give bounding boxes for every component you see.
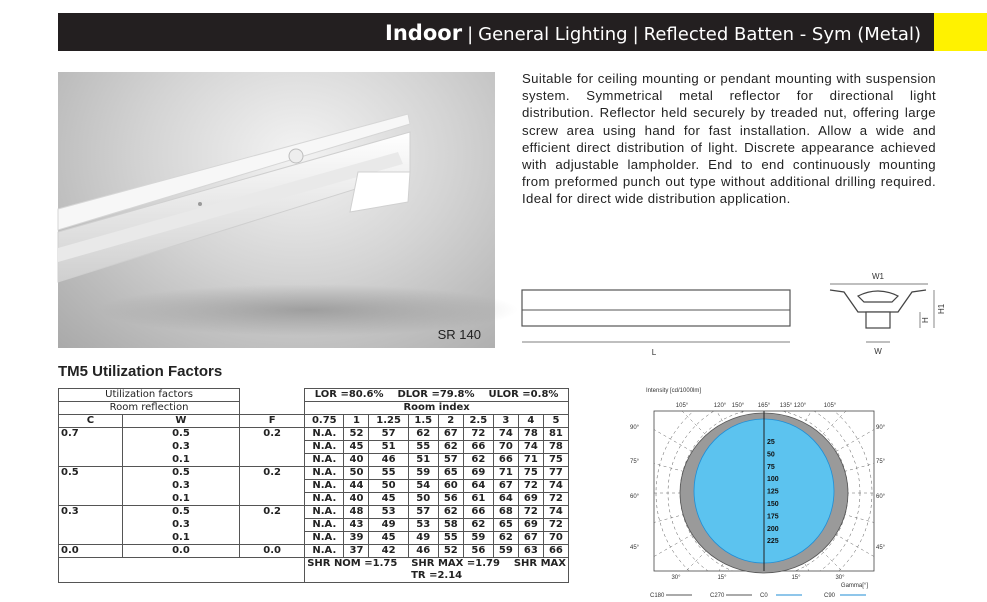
dlor-value: DLOR =79.8% [397,388,475,400]
cell-value: 62 [493,532,518,545]
cell-value: 69 [463,467,493,480]
side-angle-label-right: 45° [876,545,886,551]
cell-value: 77 [543,467,568,480]
legend-label: C270 [710,593,725,599]
cell-c: 0.0 [59,545,123,558]
cell-w: 0.3 [122,480,239,493]
radial-label: 50 [767,451,775,459]
cell-value: 74 [543,480,568,493]
cell-w: 0.0 [122,545,239,558]
room-index-col: 4 [518,415,543,428]
cell-value: 62 [438,506,463,519]
cell-value: 72 [463,428,493,441]
room-index-col: 3 [493,415,518,428]
room-index-col: 1.25 [369,415,408,428]
top-angle-label: 150° [731,403,745,409]
cell-value: 50 [369,480,408,493]
cell-w: 0.5 [122,428,239,441]
cell-value: 66 [463,441,493,454]
shr-line-1: SHR NOM =1.75 SHR MAX =1.79 SHR MAX [307,558,566,569]
cell-value: 70 [543,532,568,545]
cell-value: 71 [493,467,518,480]
w-label: W [874,347,882,356]
room-index-label: Room index [305,402,569,415]
product-description: Suitable for ceiling mounting or pendant mounting with suspension system. Symmetrical metal reflector for directional light distribution. Reflector held securely by treaded nut, offering large screw area using hand for fast installation. Allow a wide and efficient direct distribution of light. Discrete appearance achieved with adjustable lampholder. End to end continuously mounting from preformed punch out type without additional drilling required. Ideal for direct wide distribution application. [522,71,936,207]
cell-value: N.A. [305,467,344,480]
cell-value: 42 [369,545,408,558]
cell-value: 46 [408,545,438,558]
cell-value: 55 [408,441,438,454]
reflector-end [350,172,410,212]
cell-value: 70 [493,441,518,454]
cell-c [59,441,123,454]
cell-value: 62 [463,519,493,532]
cell-value: 50 [408,493,438,506]
utilization-table [58,388,569,583]
cell-value: 43 [344,519,369,532]
cell-value: 55 [369,467,408,480]
cell-value: 68 [493,506,518,519]
cell-w: 0.3 [122,519,239,532]
table-header-row [59,415,569,428]
lor-value: LOR =80.6% [314,388,384,400]
side-angle-label-left: 45° [630,545,640,551]
h-label: H [921,317,930,323]
cell-value: 51 [369,441,408,454]
lamp-profile [858,291,898,302]
cell-value: 66 [543,545,568,558]
cell-value: 64 [493,493,518,506]
cell-value: 66 [493,454,518,467]
cell-value: 65 [438,467,463,480]
cell-value: 72 [543,519,568,532]
cell-f [240,519,305,532]
cell-value: 62 [408,428,438,441]
cell-value: 74 [543,506,568,519]
cell-c [59,480,123,493]
legend-label: C0 [760,593,768,599]
cell-value: 51 [408,454,438,467]
w1-label: W1 [872,272,884,281]
cell-value: 75 [543,454,568,467]
room-index-col: 1 [344,415,369,428]
blank-cell [240,389,305,402]
room-index-col: 2.5 [463,415,493,428]
table-row [59,454,569,467]
cell-value: 45 [344,441,369,454]
cell-value: 78 [518,428,543,441]
cell-value: 54 [408,480,438,493]
table-title: TM5 Utilization Factors [58,363,223,380]
cell-value: 72 [518,506,543,519]
table-footer-row [59,558,569,583]
table-row [59,441,569,454]
col-c: C [59,415,123,428]
batten-illustration [58,72,495,348]
table-row [59,532,569,545]
cell-value: 45 [369,493,408,506]
cell-value: 56 [438,493,463,506]
side-angle-label-left: 60° [630,494,640,500]
cell-c [59,519,123,532]
col-f: F [240,415,305,428]
radial-label: 150 [767,501,779,508]
cell-f: 0.0 [240,545,305,558]
cell-value: 65 [493,519,518,532]
cell-value: 57 [408,506,438,519]
cell-value: N.A. [305,532,344,545]
room-index-col: 2 [438,415,463,428]
ulor-value: ULOR =0.8% [488,388,559,400]
radial-label: 100 [767,476,779,484]
radial-label: 225 [767,538,779,546]
cell-value: 78 [543,441,568,454]
cell-f: 0.2 [240,467,305,480]
cell-value: N.A. [305,454,344,467]
side-angle-label-left: 90° [630,425,640,431]
cell-value: 62 [438,441,463,454]
cell-value: N.A. [305,493,344,506]
side-view [522,290,790,326]
cell-f: 0.2 [240,428,305,441]
separator: | [632,24,639,45]
top-angle-label: 120° [793,403,807,409]
product-photo [58,72,495,348]
top-angle-label: 120° [713,403,727,409]
cell-value: 48 [344,506,369,519]
top-angle-label: 135° [779,403,793,409]
cell-value: 59 [408,467,438,480]
bottom-angle-label: 15° [791,575,801,581]
radial-label: 125 [767,488,779,496]
table-row [59,467,569,480]
legend-label: C180 [650,593,665,599]
polar-ylabel: Intensity [cd/1000lm] [646,388,702,394]
cell-value: 71 [518,454,543,467]
product-label: Reflected Batten - Sym (Metal) [643,24,921,45]
blank-cell [240,402,305,415]
gamma-label: Gamma[°] [840,583,868,589]
cell-f [240,441,305,454]
cell-value: 64 [463,480,493,493]
table-row [59,545,569,558]
cell-value: 50 [344,467,369,480]
utilization-label: Utilization factors [59,389,240,402]
cell-value: 59 [493,545,518,558]
top-angle-label: 165° [757,403,771,409]
cell-c [59,532,123,545]
cell-value: 39 [344,532,369,545]
bottom-angle-label: 15° [717,575,727,581]
polar-intensity-diagram [624,383,886,601]
cell-value: 57 [438,454,463,467]
side-angle-label-left: 75° [630,459,640,465]
category-label: Indoor [385,21,463,45]
top-angle-label: 105° [823,403,837,409]
bottom-angle-label: 30° [835,575,845,581]
cell-value: 69 [518,493,543,506]
separator: | [467,24,474,45]
cell-value: N.A. [305,545,344,558]
shr-cell [305,558,569,583]
blank-cell [59,558,305,583]
page-title [385,13,921,51]
side-angle-label-right: 75° [876,459,886,465]
cell-value: N.A. [305,441,344,454]
radial-label: 25 [767,439,775,446]
cell-value: N.A. [305,506,344,519]
cell-value: 72 [518,480,543,493]
top-angle-label: 105° [675,403,689,409]
room-index-col: 5 [543,415,568,428]
cell-value: 72 [543,493,568,506]
cell-value: 56 [463,545,493,558]
radial-label: 175 [767,513,779,521]
cell-w: 0.1 [122,493,239,506]
cell-c [59,493,123,506]
cell-value: 40 [344,493,369,506]
cell-w: 0.3 [122,441,239,454]
cell-f [240,493,305,506]
cell-c: 0.7 [59,428,123,441]
cell-w: 0.5 [122,467,239,480]
cell-value: 74 [493,428,518,441]
screw [198,202,202,206]
shr-line-2: TR =2.14 [411,570,463,581]
cell-value: 52 [438,545,463,558]
cell-value: 62 [463,454,493,467]
cell-c: 0.3 [59,506,123,519]
cell-value: 60 [438,480,463,493]
cell-value: 66 [463,506,493,519]
cell-value: 49 [408,532,438,545]
cell-value: 57 [369,428,408,441]
table-header-row [59,389,569,402]
side-angle-label-right: 60° [876,494,886,500]
cell-f [240,454,305,467]
model-label: SR 140 [437,327,481,342]
table-header-row [59,402,569,415]
radial-label: 75 [767,463,775,471]
cell-value: 53 [369,506,408,519]
cell-value: 63 [518,545,543,558]
cell-value: 45 [369,532,408,545]
cell-value: 69 [518,519,543,532]
room-index-col: 1.5 [408,415,438,428]
cell-value: 67 [493,480,518,493]
table-row [59,480,569,493]
cell-w: 0.1 [122,454,239,467]
cell-value: 44 [344,480,369,493]
cell-value: 40 [344,454,369,467]
cell-value: 81 [543,428,568,441]
cell-value: 59 [463,532,493,545]
length-label: L [651,348,657,357]
table-row [59,519,569,532]
dimension-drawing [520,268,950,360]
cell-value: 55 [438,532,463,545]
cell-value: 61 [463,493,493,506]
table-row [59,493,569,506]
cell-c: 0.5 [59,467,123,480]
table-row [59,428,569,441]
radial-label: 200 [767,525,779,533]
side-angle-label-right: 90° [876,425,886,431]
cell-value: 52 [344,428,369,441]
lampholder [289,149,303,163]
bottom-angle-label: 30° [671,575,681,581]
cell-value: 75 [518,467,543,480]
cell-value: N.A. [305,428,344,441]
cell-value: 37 [344,545,369,558]
cell-value: 49 [369,519,408,532]
subcategory-label: General Lighting [478,24,628,45]
cell-value: 67 [438,428,463,441]
cell-value: 53 [408,519,438,532]
cell-value: 67 [518,532,543,545]
cell-w: 0.5 [122,506,239,519]
cell-value: N.A. [305,519,344,532]
base-profile [866,312,890,328]
cell-value: 58 [438,519,463,532]
lor-cell [305,389,569,402]
legend-label: C90 [824,593,836,599]
cell-w: 0.1 [122,532,239,545]
cell-value: 74 [518,441,543,454]
h1-label: H1 [937,303,946,314]
cell-value: N.A. [305,480,344,493]
room-reflection-label: Room reflection [59,402,240,415]
room-index-col: 0.75 [305,415,344,428]
table-row [59,506,569,519]
cell-value: 46 [369,454,408,467]
cell-c [59,454,123,467]
cell-f: 0.2 [240,506,305,519]
header-accent [934,13,987,51]
polar-legend [650,593,866,599]
col-w: W [122,415,239,428]
cell-f [240,480,305,493]
cell-f [240,532,305,545]
